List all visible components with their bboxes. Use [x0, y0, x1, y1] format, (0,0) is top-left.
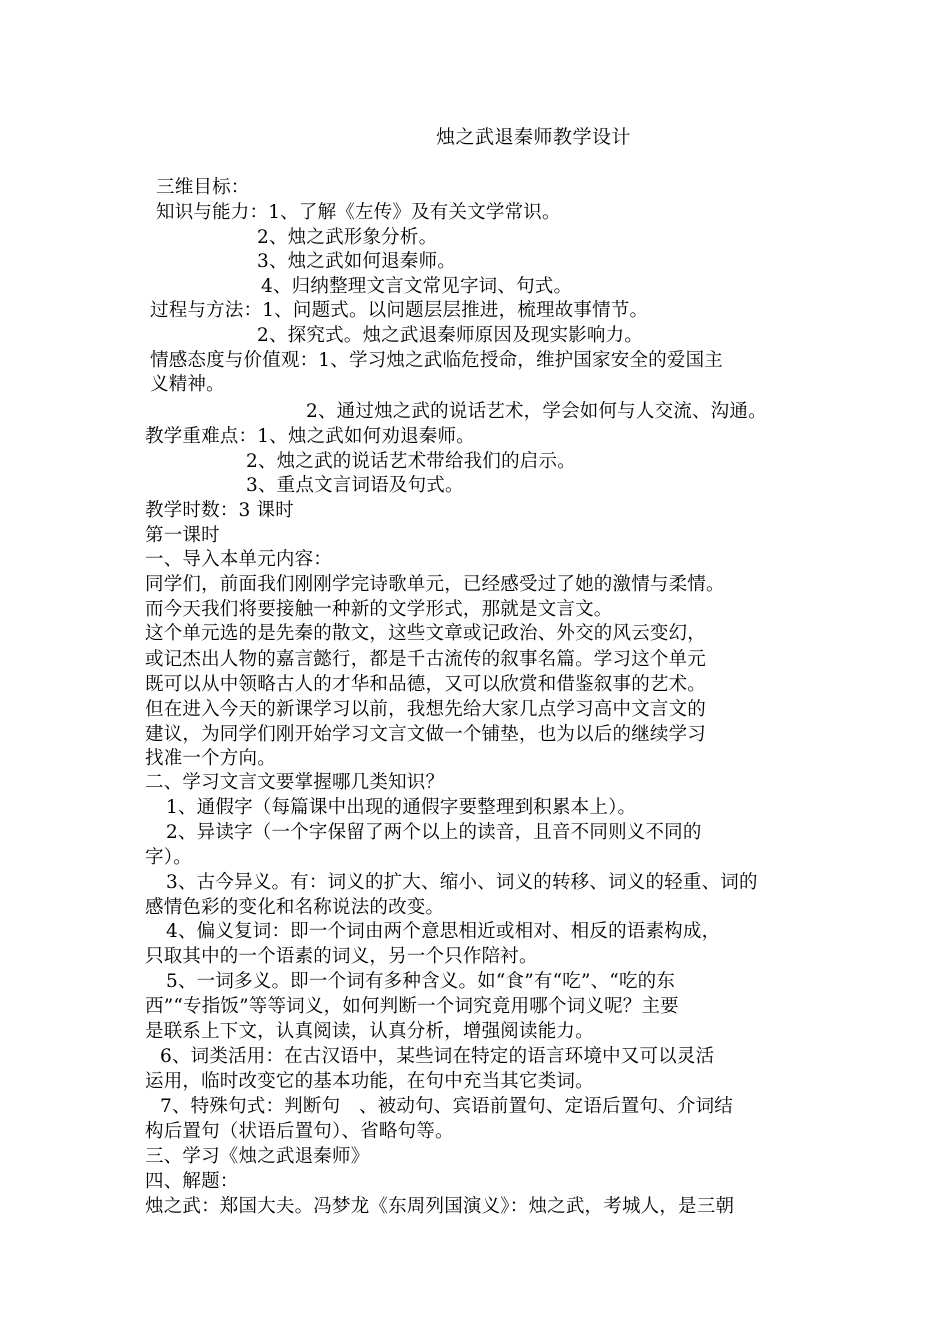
text-line: 三维目标： [156, 177, 250, 198]
text-line: 只取其中的一个语素的词义，另一个只作陪衬。 [145, 946, 538, 967]
text-line: 二、学习文言文要掌握哪几类知识？ [145, 772, 445, 793]
text-line: 是联系上下文，认真阅读，认真分析，增强阅读能力。 [145, 1021, 594, 1042]
text-line: 构后置句（状语后置句）、省略句等。 [145, 1121, 454, 1142]
text-line: 烛之武：郑国大夫。冯梦龙《东周列国演义》：烛之武，考城人，是三朝 [145, 1196, 735, 1217]
text-line: 同学们，前面我们刚刚学完诗歌单元，已经感受过了她的激情与柔情。 [145, 574, 725, 595]
text-line: 3、古今异义。有：词义的扩大、缩小、词义的转移、词义的轻重、词的 [166, 872, 758, 893]
text-line: 教学时数：3 课时 [145, 500, 294, 521]
text-line: 既可以从中领略古人的才华和品德，又可以欣赏和借鉴叙事的艺术。 [145, 674, 707, 695]
text-line: 2、通过烛之武的说话艺术，学会如何与人交流、沟通。 [306, 401, 767, 422]
text-line: 7、特殊句式：判断句 、被动句、宾语前置句、定语后置句、介词结 [160, 1096, 733, 1117]
text-line: 义精神。 [150, 374, 225, 395]
text-line: 第一课时 [145, 525, 220, 546]
text-line: 4、归纳整理文言文常见字词、句式。 [261, 276, 573, 297]
text-line: 1、通假字（每篇课中出现的通假字要整理到积累本上）。 [166, 797, 637, 818]
text-line: 2、烛之武的说话艺术带给我们的启示。 [246, 451, 576, 472]
document-title: 烛之武退秦师教学设计 [436, 126, 632, 148]
text-line: 5、一词多义。即一个词有多种含义。如“食”有“吃”、“吃的东 [166, 971, 676, 992]
text-line: 3、重点文言词语及句式。 [246, 475, 464, 496]
text-line: 或记杰出人物的嘉言懿行，都是千古流传的叙事名篇。学习这个单元 [145, 649, 707, 670]
text-line: 6、词类活用：在古汉语中，某些词在特定的语言环境中又可以灵活 [160, 1046, 715, 1067]
text-line: 字）。 [145, 847, 192, 868]
text-line: 一、导入本单元内容： [145, 549, 333, 570]
text-line: 2、烛之武形象分析。 [257, 227, 438, 248]
text-line: 3、烛之武如何退秦师。 [257, 251, 456, 272]
text-line: 而今天我们将要接触一种新的文学形式，那就是文言文。 [145, 599, 613, 620]
text-line: 过程与方法：1、问题式。以问题层层推进，梳理故事情节。 [150, 300, 649, 321]
text-line: 2、探究式。烛之武退秦师原因及现实影响力。 [257, 325, 643, 346]
text-line: 三、学习《烛之武退秦师》 [145, 1146, 370, 1167]
text-line: 感情色彩的变化和名称说法的改变。 [145, 897, 445, 918]
text-line: 教学重难点：1、烛之武如何劝退秦师。 [145, 426, 475, 447]
text-line: 但在进入今天的新课学习以前，我想先给大家几点学习高中文言文的 [145, 699, 707, 720]
text-line: 情感态度与价值观：1、学习烛之武临危授命，维护国家安全的爱国主 [150, 350, 723, 371]
text-line: 这个单元选的是先秦的散文，这些文章或记政治、外交的风云变幻， [145, 623, 707, 644]
text-line: 四、解题： [145, 1171, 239, 1192]
text-line: 知识与能力：1、了解《左传》及有关文学常识。 [156, 202, 561, 223]
text-line: 找准一个方向。 [145, 748, 276, 769]
text-line: 2、异读字（一个字保留了两个以上的读音，且音不同则义不同的 [166, 822, 702, 843]
text-line: 4、偏义复词：即一个词由两个意思相近或相对、相反的语素构成， [166, 921, 721, 942]
text-line: 建议，为同学们刚开始学习文言文做一个铺垫，也为以后的继续学习 [145, 724, 707, 745]
text-line: 西”“专指饭”等等词义，如何判断一个词究竟用哪个词义呢？主要 [145, 996, 679, 1017]
text-line: 运用，临时改变它的基本功能，在句中充当其它类词。 [145, 1071, 594, 1092]
